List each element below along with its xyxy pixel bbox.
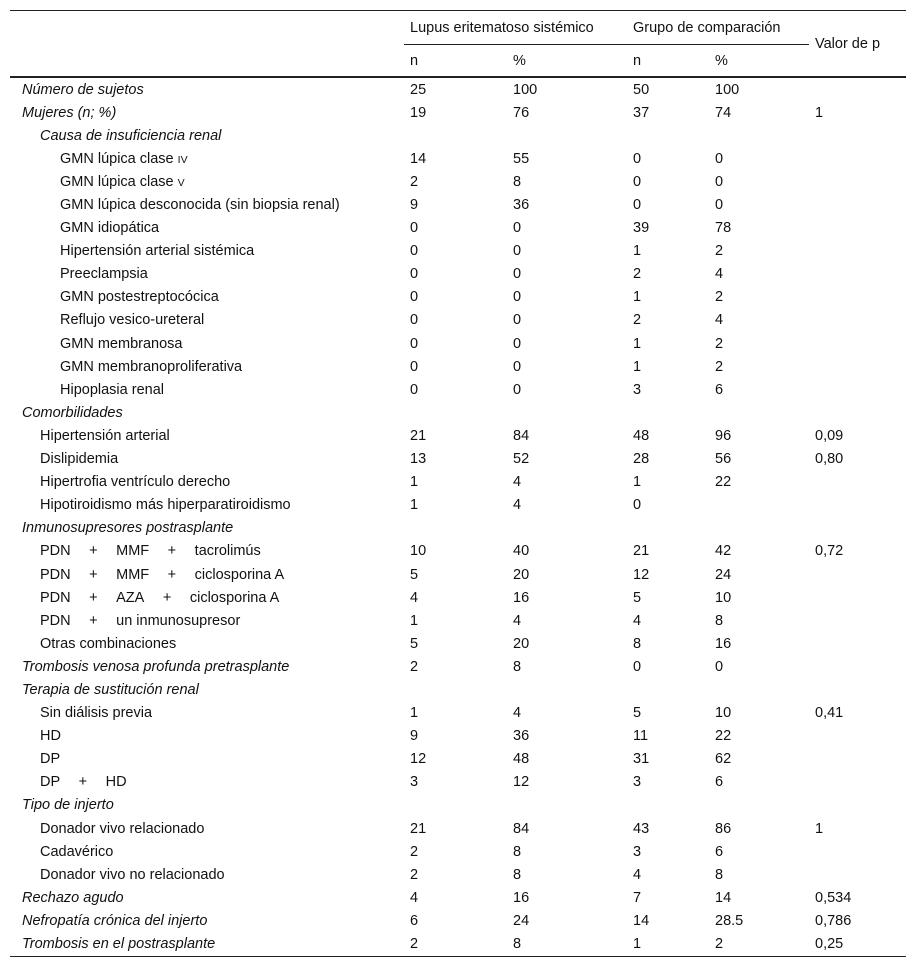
cell-n-lupus — [404, 401, 507, 424]
cell-n-lupus: 1 — [410, 612, 419, 629]
cell-n-comparison: 3 — [633, 843, 642, 860]
cell-pvalue — [809, 77, 906, 101]
cell-pct-lupus: 84 — [513, 820, 530, 837]
cell-pct-comparison: 8 — [715, 866, 724, 883]
cell-pct-lupus: 16 — [513, 889, 530, 906]
cell-n-comparison: 1 — [633, 358, 642, 375]
cell-pct-lupus: 8 — [513, 658, 522, 675]
row-label: Hipotiroidismo más hiperparatiroidismo — [40, 497, 291, 514]
cell-pvalue — [809, 309, 906, 332]
cell-pvalue: 1 — [815, 104, 824, 121]
table-row — [10, 655, 906, 678]
cell-n-lupus: 0 — [410, 289, 419, 306]
cell-pct-comparison: 22 — [715, 728, 732, 745]
cell-n-comparison: 1 — [633, 335, 642, 352]
table-row — [10, 101, 906, 124]
table-row — [10, 771, 906, 794]
cell-pct-comparison: 96 — [715, 427, 732, 444]
header-group-comparison: Grupo de comparación — [627, 11, 809, 45]
cell-n-lupus: 1 — [410, 705, 419, 722]
row-label: GMN membranoproliferativa — [60, 358, 243, 375]
cell-n-comparison: 1 — [633, 474, 642, 491]
table-row — [10, 448, 906, 471]
table-row — [10, 817, 906, 840]
cell-pvalue — [809, 725, 906, 748]
table-row — [10, 424, 906, 447]
row-label: Trombosis venosa profunda pretrasplante — [22, 658, 290, 675]
cell-pvalue — [809, 586, 906, 609]
cell-pvalue — [809, 401, 906, 424]
row-label: Trombosis en el postrasplante — [10, 932, 404, 956]
cell-pct-comparison — [709, 494, 809, 517]
cell-n-comparison: 21 — [633, 543, 650, 560]
table-row — [10, 193, 906, 216]
table-row — [10, 932, 906, 956]
cell-pct-lupus: 0 — [513, 358, 522, 375]
cell-n-lupus: 0 — [410, 381, 419, 398]
table-row — [10, 240, 906, 263]
cell-pct-comparison: 78 — [715, 220, 732, 237]
cell-pvalue — [809, 632, 906, 655]
cell-n-lupus: 13 — [410, 451, 427, 468]
cell-pct-lupus: 12 — [513, 774, 530, 791]
cell-n-comparison: 11 — [633, 728, 649, 745]
row-label: GMN idiopática — [60, 220, 160, 237]
cell-pct-comparison — [709, 401, 809, 424]
table-row — [10, 609, 906, 632]
cell-n-comparison — [627, 517, 709, 540]
cell-pvalue — [809, 494, 906, 517]
table-row — [10, 124, 906, 147]
cell-pct-comparison: 28.5 — [715, 912, 744, 929]
cell-pct-comparison: 62 — [715, 751, 732, 768]
header-group-lupus: Lupus eritematoso sistémico — [404, 11, 627, 45]
cell-n-comparison: 31 — [633, 751, 650, 768]
cell-n-lupus — [404, 678, 507, 701]
row-label: Tipo de injerto — [22, 797, 114, 814]
cell-pvalue — [809, 217, 906, 240]
row-label: Donador vivo no relacionado — [40, 866, 225, 883]
cell-pvalue — [809, 517, 906, 540]
cell-n-comparison: 4 — [633, 866, 642, 883]
cell-pvalue — [809, 794, 906, 817]
cell-n-lupus — [404, 794, 507, 817]
cell-n-lupus: 0 — [410, 243, 419, 260]
cell-n-comparison: 1 — [633, 243, 642, 260]
cell-pct-lupus: 4 — [513, 705, 522, 722]
row-label: Cadavérico — [40, 843, 114, 860]
row-label: Reflujo vesico-ureteral — [60, 312, 205, 329]
row-label: PDN + MMF + ciclosporina A — [40, 566, 285, 583]
cell-pct-lupus: 24 — [513, 912, 530, 929]
cell-pct-comparison: 0 — [715, 150, 724, 167]
row-label: Hipertensión arterial sistémica — [60, 243, 255, 260]
cell-n-lupus: 0 — [410, 266, 419, 283]
cell-pct-comparison: 6 — [715, 774, 724, 791]
cell-n-lupus: 1 — [410, 497, 419, 514]
cell-n-lupus: 10 — [410, 543, 427, 560]
cell-pvalue: 0,09 — [815, 427, 844, 444]
header-n-comparison: n — [627, 45, 709, 78]
cell-pct-comparison: 74 — [715, 104, 732, 121]
cell-pct-comparison: 10 — [715, 705, 732, 722]
row-label: Preeclampsia — [60, 266, 148, 283]
cell-pvalue — [809, 355, 906, 378]
table-row — [10, 586, 906, 609]
row-label: GMN membranosa — [60, 335, 183, 352]
table-row — [10, 217, 906, 240]
cell-pct-lupus: 48 — [513, 751, 530, 768]
cell-pct-lupus: 4 — [513, 612, 522, 629]
cell-pct-lupus — [507, 794, 627, 817]
cell-n-comparison: 0 — [633, 197, 642, 214]
cell-pvalue — [809, 332, 906, 355]
table-row — [10, 886, 906, 909]
cell-pct-comparison — [709, 124, 809, 147]
cell-n-comparison — [627, 794, 709, 817]
table-row — [10, 678, 906, 701]
table-row — [10, 378, 906, 401]
cell-pct-comparison: 6 — [715, 843, 724, 860]
cell-n-comparison: 48 — [633, 427, 650, 444]
cell-n-lupus: 2 — [404, 932, 507, 956]
cell-n-comparison: 5 — [633, 705, 642, 722]
cell-n-comparison: 4 — [633, 612, 642, 629]
cell-n-lupus: 25 — [410, 81, 427, 98]
cell-n-lupus: 9 — [410, 197, 419, 214]
cell-pvalue: 0,80 — [815, 451, 844, 468]
row-label: DP + HD — [40, 774, 127, 791]
table-row — [10, 517, 906, 540]
row-label: Dislipidemia — [40, 451, 119, 468]
row-label: Donador vivo relacionado — [40, 820, 205, 837]
cell-pvalue — [809, 563, 906, 586]
cell-pvalue: 0,72 — [815, 543, 844, 560]
cell-n-lupus: 2 — [410, 173, 419, 190]
cell-n-lupus: 5 — [410, 635, 419, 652]
cell-pct-lupus: 36 — [513, 197, 530, 214]
row-label: Hipertensión arterial — [40, 427, 170, 444]
table-row — [10, 863, 906, 886]
cell-pct-comparison: 10 — [715, 589, 732, 606]
cell-n-lupus: 21 — [410, 820, 427, 837]
cell-pct-lupus: 8 — [513, 866, 522, 883]
row-label-suffix: V — [177, 176, 185, 189]
cell-n-lupus: 2 — [410, 658, 419, 675]
table-row — [10, 263, 906, 286]
table-row — [10, 355, 906, 378]
cell-n-comparison: 50 — [633, 81, 650, 98]
cell-pct-comparison: 100 — [715, 81, 740, 98]
cell-pct-comparison: 24 — [715, 566, 732, 583]
cell-pct-lupus: 84 — [513, 427, 530, 444]
row-label: PDN + MMF + tacrolimús — [40, 543, 261, 560]
cell-pct-comparison: 0 — [715, 197, 724, 214]
cell-n-lupus: 0 — [410, 335, 419, 352]
cell-n-lupus: 21 — [410, 427, 427, 444]
cell-pvalue — [809, 840, 906, 863]
table-row — [10, 401, 906, 424]
header-pct-lupus: % — [507, 45, 627, 78]
header-pct-comparison: % — [709, 45, 809, 78]
cell-pvalue: 0,41 — [815, 705, 844, 722]
cell-pct-comparison: 86 — [715, 820, 732, 837]
cell-pct-lupus: 0 — [513, 243, 522, 260]
cell-n-comparison: 0 — [633, 497, 642, 514]
cell-n-comparison — [627, 124, 709, 147]
cell-pct-lupus: 20 — [513, 566, 530, 583]
cell-pvalue — [809, 771, 906, 794]
cell-n-comparison: 2 — [633, 266, 642, 283]
cell-pct-comparison — [709, 678, 809, 701]
table-row — [10, 725, 906, 748]
cell-pct-comparison: 16 — [715, 635, 732, 652]
row-label: GMN lúpica desconocida (sin biopsia renal) — [60, 197, 340, 214]
cell-n-comparison: 3 — [633, 774, 642, 791]
cell-pct-comparison: 22 — [715, 474, 732, 491]
cell-pct-lupus — [507, 124, 627, 147]
header-pvalue: Valor de p — [809, 11, 906, 78]
header-empty — [10, 45, 404, 78]
cell-pct-comparison: 2 — [715, 358, 724, 375]
row-label: Hipoplasia renal — [60, 381, 164, 398]
cell-pct-lupus: 100 — [513, 81, 538, 98]
row-label: GMN postestreptocócica — [60, 289, 219, 306]
table-row — [10, 286, 906, 309]
cell-pct-lupus: 0 — [513, 381, 522, 398]
cell-n-comparison: 3 — [633, 381, 642, 398]
cell-pct-lupus: 4 — [513, 497, 522, 514]
cell-pct-lupus: 0 — [513, 335, 522, 352]
cell-pct-lupus: 76 — [513, 104, 530, 121]
row-label: Inmunosupresores postrasplante — [22, 520, 234, 537]
cell-n-lupus: 3 — [410, 774, 419, 791]
row-label: Mujeres (n; %) — [22, 104, 117, 121]
cell-pvalue: 0,786 — [815, 912, 852, 929]
cell-n-comparison: 1 — [633, 289, 642, 306]
cell-pct-lupus: 55 — [513, 150, 530, 167]
row-label-text: GMN lúpica clase — [60, 150, 178, 167]
cell-pct-lupus: 0 — [513, 312, 522, 329]
cell-pct-lupus: 4 — [513, 474, 522, 491]
row-label: PDN + AZA + ciclosporina A — [40, 589, 280, 606]
cell-pct-comparison: 4 — [715, 312, 724, 329]
cell-n-lupus: 12 — [410, 751, 427, 768]
cell-n-comparison: 2 — [633, 312, 642, 329]
cell-pct-lupus: 8 — [507, 932, 627, 956]
cell-pct-comparison: 2 — [709, 932, 809, 956]
cell-pvalue — [809, 863, 906, 886]
data-table — [10, 10, 906, 957]
cell-n-lupus: 5 — [410, 566, 419, 583]
row-label-text: GMN lúpica clase — [60, 173, 178, 190]
row-label: Número de sujetos — [22, 81, 144, 98]
row-label: Nefropatía crónica del injerto — [22, 912, 208, 929]
table-row — [10, 794, 906, 817]
cell-pvalue: 0,25 — [809, 932, 906, 956]
cell-n-comparison: 39 — [633, 220, 650, 237]
table-row — [10, 702, 906, 725]
cell-pvalue — [809, 263, 906, 286]
cell-pvalue — [809, 286, 906, 309]
row-label — [10, 170, 404, 193]
cell-pct-comparison: 14 — [715, 889, 732, 906]
row-label: DP — [40, 751, 61, 768]
table-row — [10, 471, 906, 494]
cell-pct-comparison — [709, 794, 809, 817]
row-label: Sin diálisis previa — [40, 705, 153, 722]
row-label: HD — [40, 728, 61, 745]
cell-n-comparison: 43 — [633, 820, 650, 837]
cell-n-comparison: 14 — [633, 912, 650, 929]
cell-pct-lupus: 8 — [513, 843, 522, 860]
cell-pct-lupus — [507, 517, 627, 540]
cell-n-lupus: 6 — [410, 912, 419, 929]
cell-pct-comparison: 56 — [715, 451, 732, 468]
cell-pct-comparison: 6 — [715, 381, 724, 398]
cell-n-lupus — [404, 517, 507, 540]
cell-n-comparison: 8 — [633, 635, 642, 652]
cell-n-lupus: 0 — [410, 220, 419, 237]
cell-pct-comparison — [709, 517, 809, 540]
table-row — [10, 748, 906, 771]
cell-pct-lupus: 0 — [513, 220, 522, 237]
cell-n-comparison: 5 — [633, 589, 642, 606]
cell-pct-lupus: 40 — [513, 543, 530, 560]
header-n-lupus: n — [404, 45, 507, 78]
cell-pvalue — [809, 124, 906, 147]
cell-pct-lupus: 36 — [513, 728, 530, 745]
cell-pct-lupus: 0 — [513, 266, 522, 283]
table-row — [10, 494, 906, 517]
header-corner — [10, 11, 404, 45]
cell-pct-lupus: 8 — [513, 173, 522, 190]
table-row — [10, 309, 906, 332]
row-label — [10, 147, 404, 170]
cell-pvalue — [809, 655, 906, 678]
cell-n-comparison: 0 — [633, 658, 642, 675]
cell-pct-comparison: 0 — [715, 658, 724, 675]
row-label: Hipertrofia ventrículo derecho — [40, 474, 231, 491]
row-label: Terapia de sustitución renal — [22, 681, 199, 698]
cell-n-comparison: 28 — [633, 451, 650, 468]
row-label-suffix: IV — [177, 153, 188, 166]
cell-pvalue — [809, 471, 906, 494]
cell-n-comparison: 12 — [633, 566, 650, 583]
cell-n-lupus: 1 — [410, 474, 419, 491]
row-label: Rechazo agudo — [22, 889, 124, 906]
cell-n-lupus: 0 — [410, 312, 419, 329]
table-row — [10, 540, 906, 563]
cell-n-lupus: 14 — [410, 150, 427, 167]
table-row — [10, 909, 906, 932]
cell-pct-lupus: 16 — [513, 589, 530, 606]
cell-pct-lupus: 20 — [513, 635, 530, 652]
cell-pvalue — [809, 378, 906, 401]
cell-pct-comparison: 2 — [715, 289, 724, 306]
cell-n-comparison — [627, 678, 709, 701]
cell-n-comparison: 0 — [633, 173, 642, 190]
table-row — [10, 563, 906, 586]
cell-n-comparison: 1 — [627, 932, 709, 956]
cell-n-lupus: 0 — [410, 358, 419, 375]
row-label: Otras combinaciones — [40, 635, 177, 652]
cell-pvalue — [809, 609, 906, 632]
table-row — [10, 147, 906, 170]
table-row — [10, 170, 906, 193]
cell-n-lupus: 4 — [410, 889, 419, 906]
table-row — [10, 77, 906, 101]
table-row — [10, 632, 906, 655]
cell-n-lupus: 2 — [410, 843, 419, 860]
cell-n-comparison — [627, 401, 709, 424]
cell-pct-comparison: 2 — [715, 243, 724, 260]
cell-pct-comparison: 0 — [715, 173, 724, 190]
cell-n-comparison: 0 — [633, 150, 642, 167]
cell-n-comparison: 7 — [633, 889, 642, 906]
cell-n-lupus — [404, 124, 507, 147]
cell-n-lupus: 19 — [410, 104, 427, 121]
cell-pvalue — [809, 147, 906, 170]
cell-pct-lupus — [507, 401, 627, 424]
cell-pct-lupus: 0 — [513, 289, 522, 306]
row-label: PDN + un inmunosupresor — [40, 612, 241, 629]
row-label: Causa de insuficiencia renal — [40, 127, 222, 144]
cell-pvalue — [809, 170, 906, 193]
table-row — [10, 332, 906, 355]
cell-pct-lupus — [507, 678, 627, 701]
table-row — [10, 840, 906, 863]
cell-n-lupus: 4 — [410, 589, 419, 606]
row-label: Comorbilidades — [22, 404, 123, 421]
cell-pct-comparison: 8 — [715, 612, 724, 629]
cell-pvalue: 1 — [815, 820, 824, 837]
cell-pct-comparison: 4 — [715, 266, 724, 283]
cell-pct-comparison: 2 — [715, 335, 724, 352]
cell-pvalue — [809, 240, 906, 263]
cell-pct-comparison: 42 — [715, 543, 732, 560]
cell-pct-lupus: 52 — [513, 451, 530, 468]
cell-pvalue — [809, 193, 906, 216]
cell-n-lupus: 9 — [410, 728, 419, 745]
cell-n-lupus: 2 — [410, 866, 419, 883]
cell-pvalue — [809, 678, 906, 701]
cell-pvalue: 0,534 — [815, 889, 852, 906]
cell-pvalue — [809, 748, 906, 771]
cell-n-comparison: 37 — [633, 104, 650, 121]
